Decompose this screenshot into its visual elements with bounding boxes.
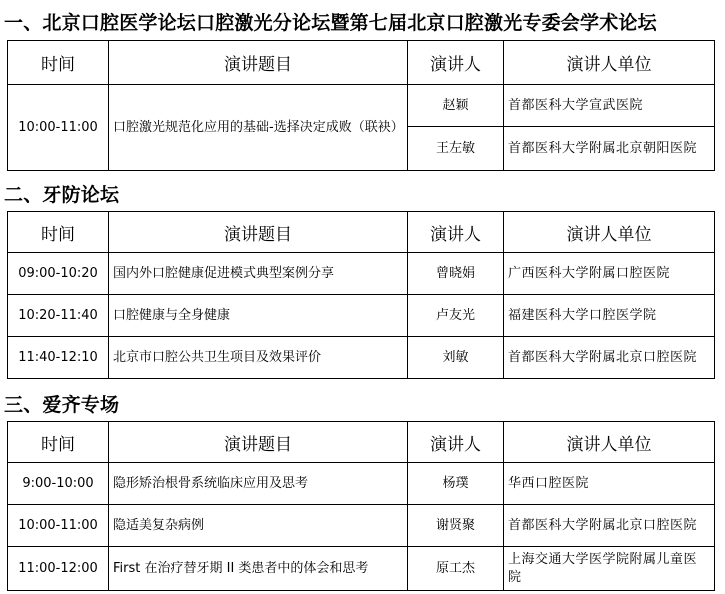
- table-row: [8, 547, 715, 591]
- section-2-title: 二、牙防论坛: [4, 184, 120, 206]
- table-row: [8, 295, 715, 337]
- speaker-cell: 谢贤聚: [408, 505, 504, 547]
- header-speaker: 演讲人: [408, 422, 504, 463]
- table-row: [8, 85, 715, 127]
- unit-cell: 首都医科大学附属北京朝阳医院: [504, 127, 715, 171]
- unit-cell: 上海交通大学医学院附属儿童医院: [504, 547, 715, 591]
- unit-cell: 首都医科大学宣武医院: [504, 85, 715, 127]
- header-topic: 演讲题目: [109, 422, 408, 463]
- topic-cell: 口腔健康与全身健康: [109, 295, 408, 337]
- unit-cell: 福建医科大学口腔医学院: [504, 295, 715, 337]
- topic-cell: 隐形矫治根骨系统临床应用及思考: [109, 463, 408, 505]
- table-header-row: [8, 422, 715, 463]
- topic-cell: 北京市口腔公共卫生项目及效果评价: [109, 337, 408, 379]
- speaker-cell: 原工杰: [408, 547, 504, 591]
- speaker-cell: 杨璞: [408, 463, 504, 505]
- speaker-cell: 卢友光: [408, 295, 504, 337]
- time-cell: 9:00-10:00: [8, 463, 109, 505]
- header-unit: 演讲人单位: [504, 422, 715, 463]
- section-3-title: 三、爱齐专场: [4, 394, 120, 416]
- header-time: 时间: [8, 422, 109, 463]
- table-row: [8, 253, 715, 295]
- time-cell: 10:20-11:40: [8, 295, 109, 337]
- schedule-table-3: [7, 421, 715, 591]
- section-1-title: 一、北京口腔医学论坛口腔激光分论坛暨第七届北京口腔激光专委会学术论坛: [4, 12, 657, 34]
- topic-cell: 口腔激光规范化应用的基础-选择决定成败（联袂）: [109, 85, 408, 171]
- header-speaker: 演讲人: [408, 41, 504, 85]
- table-row: [8, 505, 715, 547]
- schedule-table-2: [7, 211, 715, 379]
- table-row: [8, 337, 715, 379]
- schedule-table-1: [7, 40, 715, 171]
- header-topic: 演讲题目: [109, 212, 408, 253]
- time-cell: 09:00-10:20: [8, 253, 109, 295]
- speaker-cell: 王左敏: [408, 127, 504, 171]
- header-time: 时间: [8, 41, 109, 85]
- topic-cell: 国内外口腔健康促进模式典型案例分享: [109, 253, 408, 295]
- speaker-cell: 刘敏: [408, 337, 504, 379]
- header-topic: 演讲题目: [109, 41, 408, 85]
- unit-cell: 首都医科大学附属北京口腔医院: [504, 337, 715, 379]
- table-row: [8, 463, 715, 505]
- speaker-cell: 曾晓娟: [408, 253, 504, 295]
- unit-cell: 华西口腔医院: [504, 463, 715, 505]
- header-time: 时间: [8, 212, 109, 253]
- time-cell: 10:00-11:00: [8, 505, 109, 547]
- topic-cell: First 在治疗替牙期 II 类患者中的体会和思考: [109, 547, 408, 591]
- time-cell: 11:00-12:00: [8, 547, 109, 591]
- time-cell: 10:00-11:00: [8, 85, 109, 171]
- header-speaker: 演讲人: [408, 212, 504, 253]
- unit-cell: 广西医科大学附属口腔医院: [504, 253, 715, 295]
- table-header-row: [8, 41, 715, 85]
- table-header-row: [8, 212, 715, 253]
- topic-cell: 隐适美复杂病例: [109, 505, 408, 547]
- speaker-cell: 赵颖: [408, 85, 504, 127]
- header-unit: 演讲人单位: [504, 41, 715, 85]
- header-unit: 演讲人单位: [504, 212, 715, 253]
- unit-cell: 首都医科大学附属北京口腔医院: [504, 505, 715, 547]
- time-cell: 11:40-12:10: [8, 337, 109, 379]
